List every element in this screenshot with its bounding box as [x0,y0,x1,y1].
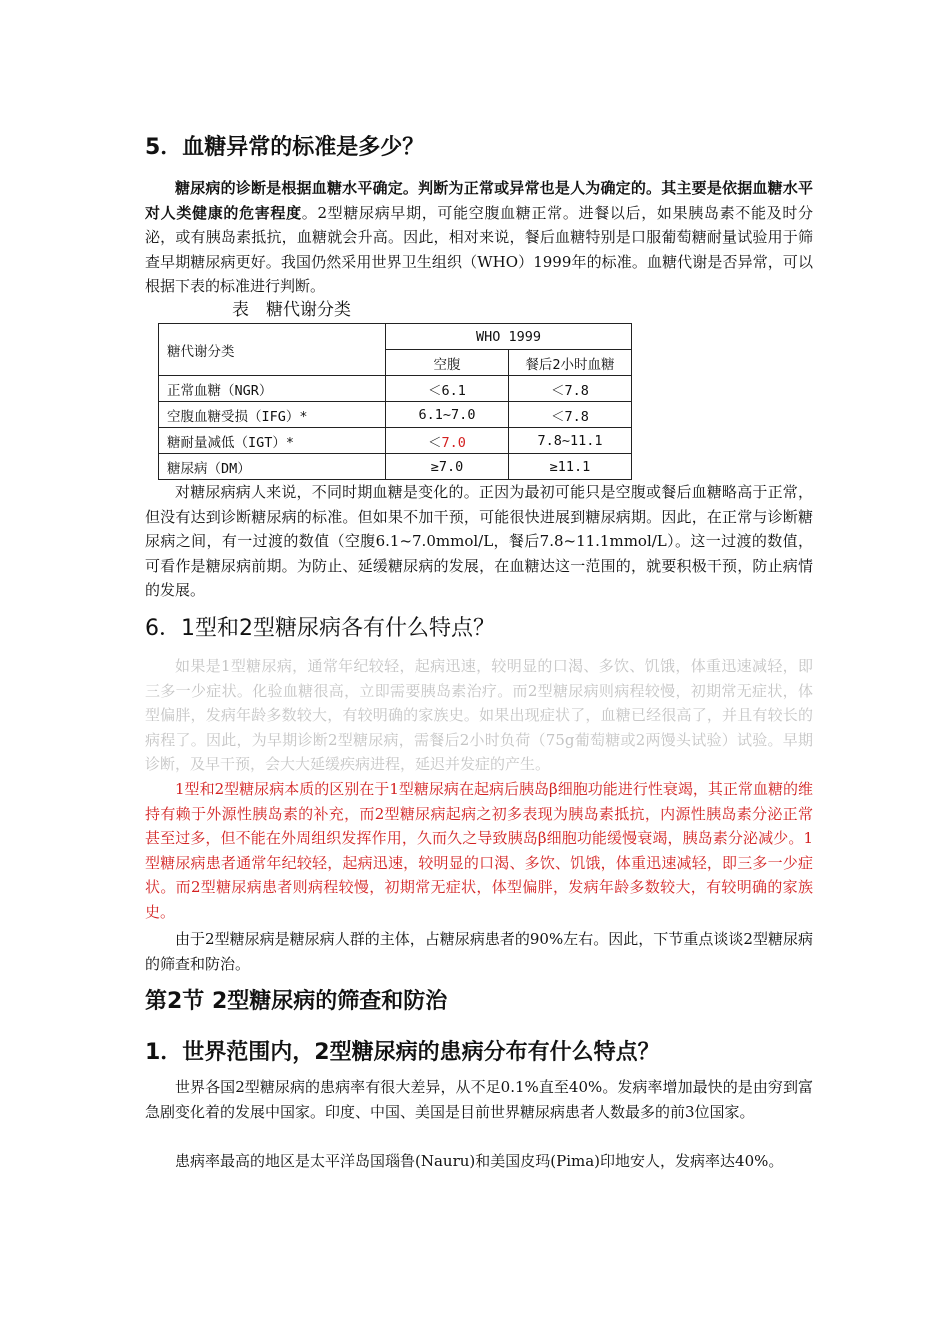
table-header-who: WHO 1999 [386,324,632,350]
section1-paragraph-2: 患病率最高的地区是太平洋岛国瑙鲁(Nauru)和美国皮玛(Pima)印地安人，发病率达40%。 [175,1152,784,1170]
section6-paragraph-last: 由于2型糖尿病是糖尿病人群的主体，占糖尿病患者的90%左右。因此，下节重点谈谈2型糖尿病的筛查和防治。 [145,930,813,973]
section5-paragraph-1-bold: 糖尿病的诊断是根据血糖水平确定。判断为正常或异常也是人为确定的。其主要是依据血糖水平对人类健康的危害程度 [145,179,813,222]
glucose-metabolism-table [158,323,632,480]
table-cell-category: 糖尿病（DM） [159,454,386,480]
section6-paragraph-red: 1型和2型糖尿病本质的区别在于1型糖尿病在起病后胰岛β细胞功能进行性衰竭，其正常血糖的维持有赖于外源性胰岛素的补充，而2型糖尿病起病之初多表现为胰岛素抵抗，内源性胰岛素分泌正常甚至过多，但不能在外周组织发挥作用，久而久之导致胰岛β细胞功能缓慢衰竭，胰岛素分泌减少。1型糖尿病患者通常年纪较轻，起病迅速，较明显的口渴、多饮、饥饿，体重迅速减轻，即三多一少症状。而2型糖尿病患者则病程较慢，初期常无症状，体型偏胖，发病年龄多数较大，有较明确的家族史。 [145,780,813,921]
table-cell-postmeal: ≥11.1 [509,454,632,480]
section6-paragraph-faded: 如果是1型糖尿病，通常年纪较轻，起病迅速，较明显的口渴、多饮、饥饿，体重迅速减轻，即三多一少症状。化验血糖很高，立即需要胰岛素治疗。而2型糖尿病则病程较慢，初期常无症状，体型偏胖，发病年龄多数较大，有较明确的家族史。如果出现症状了，血糖已经很高了，并且有较长的病程了。因此，为早期诊断2型糖尿病，需餐后2小时负荷（75g葡萄糖或2两馒头试验）试验。早期诊断，及早干预，会大大延缓疾病进程，延迟并发症的产生。 [145,657,813,773]
section1-paragraph-1: 世界各国2型糖尿病的患病率有很大差异，从不足0.1%直至40%。发病率增加最快的是由穷到富急剧变化着的发展中国家。印度、中国、美国是目前世界糖尿病患者人数最多的前3位国家。 [145,1078,813,1121]
table-cell-category: 糖耐量减低（IGT）* [159,428,386,454]
table-cell-fasting [386,428,509,454]
table-cell-postmeal: ＜7.8 [509,376,632,402]
table-header-category: 糖代谢分类 [159,324,386,376]
table-header-postmeal: 餐后2小时血糖 [509,350,632,376]
table-row [159,454,632,480]
table-cell-category: 空腹血糖受损（IFG）* [159,402,386,428]
table-row [159,402,632,428]
section5-heading: 5．血糖异常的标准是多少？ [145,135,425,160]
fasting-value-highlight: 7.0 [441,434,466,451]
table-cell-postmeal: ＜7.8 [509,402,632,428]
section1-heading: 1．世界范围内，2型糖尿病的患病分布有什么特点？ [145,1040,660,1065]
section6-heading: 6．1型和2型糖尿病各有什么特点？ [145,616,495,641]
table-cell-fasting: 6.1~7.0 [386,402,509,428]
table-cell-fasting: ＜6.1 [386,376,509,402]
table-cell-fasting: ≥7.0 [386,454,509,480]
table-cell-postmeal: 7.8~11.1 [509,428,632,454]
section5-paragraph-1-rest: 。2型糖尿病早期，可能空腹血糖正常。进餐以后，如果胰岛素不能及时分泌，或有胰岛素抵抗，血糖就会升高。因此，相对来说，餐后血糖特别是口服葡萄糖耐量试验用于筛查早期糖尿病更好。我国仍然采用世界卫生组织（WHO）1999年的标准。血糖代谢是否异常，可以根据下表的标准进行判断。 [145,203,813,295]
section5-paragraph-2: 对糖尿病病人来说，不同时期血糖是变化的。正因为最初可能只是空腹或餐后血糖略高于正常，但没有达到诊断糖尿病的标准。但如果不加干预，可能很快进展到糖尿病期。因此，在正常与诊断糖尿病之间，有一过渡的数值（空腹6.1~7.0mmol/L，餐后7.8~11.1mmol/L）。这一过渡的数值，可看作是糖尿病前期。为防止、延缓糖尿病的发展，在血糖达这一范围的，就要积极干预，防止病情的发展。 [145,483,813,599]
table-row [159,428,632,454]
table-header-row [159,324,632,350]
chapter-heading: 第2节 2型糖尿病的筛查和防治 [145,989,448,1014]
table-header-fasting: 空腹 [386,350,509,376]
table-caption: 表 糖代谢分类 [232,300,351,320]
section5-paragraph-1 [145,176,813,299]
table-row [159,376,632,402]
fasting-prefix: ＜ [428,434,442,451]
table-cell-category: 正常血糖（NGR） [159,376,386,402]
